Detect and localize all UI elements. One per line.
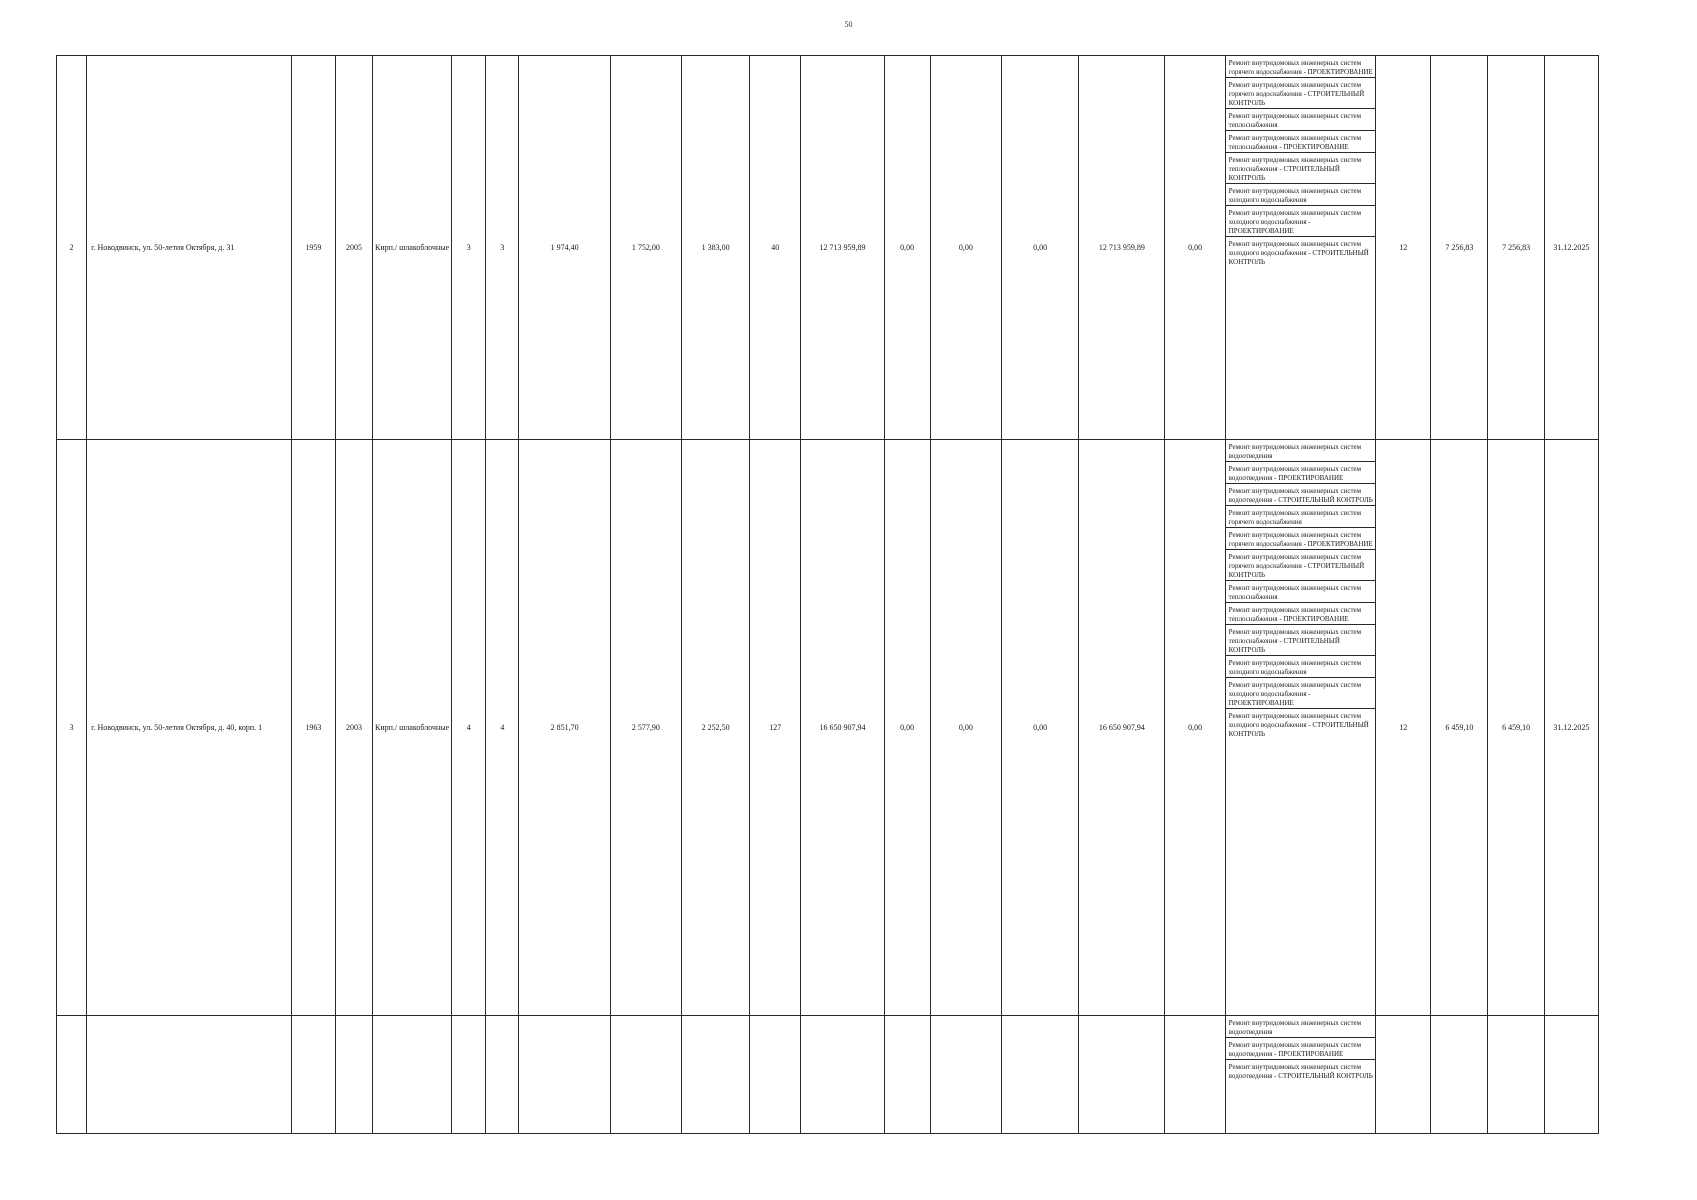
table-row <box>57 1016 1599 1134</box>
work-item: Ремонт внутридомовых инженерных систем горячего водоснабжения - ПРОЕКТИРОВАНИЕ <box>1226 56 1375 78</box>
cost-total: 12 713 959,89 <box>801 56 884 440</box>
work-count: 12 <box>1376 440 1431 1016</box>
area-residential <box>681 1016 749 1134</box>
work-item: Ремонт внутридомовых инженерных систем холодного водоснабжения - СТРОИТЕЛЬНЫЙ КОНТРОЛЬ <box>1228 240 1369 266</box>
work-item: Ремонт внутридомовых инженерных систем холодного водоснабжения <box>1226 184 1375 206</box>
year-built: 1963 <box>291 440 335 1016</box>
work-item: Ремонт внутридомовых инженерных систем теплоснабжения <box>1226 581 1375 603</box>
cost-local: 0,00 <box>1001 440 1078 1016</box>
table-row <box>57 440 1599 1016</box>
cost-local: 0,00 <box>1001 56 1078 440</box>
unit-cost-limit <box>1488 1016 1544 1134</box>
work-item: Ремонт внутридомовых инженерных систем горячего водоснабжения <box>1226 506 1375 528</box>
residents <box>750 1016 801 1134</box>
area-premises: 2 577,90 <box>610 440 681 1016</box>
total-area: 2 851,70 <box>519 440 610 1016</box>
cost-owners: 16 650 907,94 <box>1079 440 1165 1016</box>
work-item: Ремонт внутридомовых инженерных систем холодного водоснабжения <box>1226 656 1375 678</box>
work-item: Ремонт внутридомовых инженерных систем горячего водоснабжения - СТРОИТЕЛЬНЫЙ КОНТРОЛЬ <box>1226 550 1375 581</box>
cost-fund <box>884 1016 930 1134</box>
wall-material: Кирп./ шлакоблочные <box>373 440 452 1016</box>
entrances <box>486 1016 519 1134</box>
address: г. Новодвинск, ул. 50-летия Октября, д. 40, корп. 1 <box>87 440 292 1016</box>
table-row <box>57 56 1599 440</box>
entrances: 3 <box>486 56 519 440</box>
floors <box>452 1016 486 1134</box>
work-item: Ремонт внутридомовых инженерных систем водоотведения - СТРОИТЕЛЬНЫЙ КОНТРОЛЬ <box>1228 1063 1373 1080</box>
work-item: Ремонт внутридомовых инженерных систем теплоснабжения - СТРОИТЕЛЬНЫЙ КОНТРОЛЬ <box>1226 625 1375 656</box>
work-item: Ремонт внутридомовых инженерных систем холодного водоснабжения - СТРОИТЕЛЬНЫЙ КОНТРОЛЬ <box>1228 712 1369 738</box>
cost-total: 16 650 907,94 <box>801 440 884 1016</box>
cost-other <box>1165 1016 1225 1134</box>
total-area <box>519 1016 610 1134</box>
work-count <box>1376 1016 1431 1134</box>
area-residential: 1 383,00 <box>681 56 749 440</box>
floors: 4 <box>452 440 486 1016</box>
work-item: Ремонт внутридомовых инженерных систем теплоснабжения - ПРОЕКТИРОВАНИЕ <box>1226 131 1375 153</box>
page-number: 50 <box>844 20 853 29</box>
work-item: Ремонт внутридомовых инженерных систем водоотведения - СТРОИТЕЛЬНЫЙ КОНТРОЛЬ <box>1226 484 1375 506</box>
row-number: 2 <box>57 56 87 440</box>
year-overhaul <box>335 1016 372 1134</box>
work-item: Ремонт внутридомовых инженерных систем горячего водоснабжения - СТРОИТЕЛЬНЫЙ КОНТРОЛЬ <box>1226 78 1375 109</box>
work-item: Ремонт внутридомовых инженерных систем водоотведения <box>1226 1016 1375 1038</box>
work-item: Ремонт внутридомовых инженерных систем теплоснабжения - ПРОЕКТИРОВАНИЕ <box>1226 603 1375 625</box>
overhaul-table <box>56 55 1599 1134</box>
row-number <box>57 1016 87 1134</box>
unit-cost-limit: 6 459,10 <box>1488 440 1544 1016</box>
works-list <box>1226 1016 1375 1081</box>
work-item: Ремонт внутридомовых инженерных систем теплоснабжения - СТРОИТЕЛЬНЫЙ КОНТРОЛЬ <box>1226 153 1375 184</box>
year-built <box>291 1016 335 1134</box>
cost-other: 0,00 <box>1165 440 1225 1016</box>
cost-regional: 0,00 <box>930 440 1001 1016</box>
wall-material: Кирп./ шлакоблочные <box>373 56 452 440</box>
deadline: 31.12.2025 <box>1544 440 1598 1016</box>
work-item: Ремонт внутридомовых инженерных систем холодного водоснабжения - ПРОЕКТИРОВАНИЕ <box>1226 678 1375 709</box>
area-residential: 2 252,50 <box>681 440 749 1016</box>
year-built: 1959 <box>291 56 335 440</box>
work-count: 12 <box>1376 56 1431 440</box>
cost-regional <box>930 1016 1001 1134</box>
deadline <box>1544 1016 1598 1134</box>
cost-local <box>1001 1016 1078 1134</box>
work-item: Ремонт внутридомовых инженерных систем водоотведения <box>1226 440 1375 462</box>
unit-cost: 7 256,83 <box>1431 56 1488 440</box>
area-premises: 1 752,00 <box>610 56 681 440</box>
cost-owners: 12 713 959,89 <box>1079 56 1165 440</box>
work-item: Ремонт внутридомовых инженерных систем водоотведения - ПРОЕКТИРОВАНИЕ <box>1226 1038 1375 1060</box>
unit-cost <box>1431 1016 1488 1134</box>
unit-cost: 6 459,10 <box>1431 440 1488 1016</box>
total-area: 1 974,40 <box>519 56 610 440</box>
row-number: 3 <box>57 440 87 1016</box>
entrances: 4 <box>486 440 519 1016</box>
residents: 127 <box>750 440 801 1016</box>
wall-material <box>373 1016 452 1134</box>
address: г. Новодвинск, ул. 50-летия Октября, д. 31 <box>87 56 292 440</box>
year-overhaul: 2005 <box>335 56 372 440</box>
deadline: 31.12.2025 <box>1544 56 1598 440</box>
works-cell <box>1225 440 1375 1016</box>
floors: 3 <box>452 56 486 440</box>
area-premises <box>610 1016 681 1134</box>
cost-fund: 0,00 <box>884 440 930 1016</box>
work-item: Ремонт внутридомовых инженерных систем холодного водоснабжения - ПРОЕКТИРОВАНИЕ <box>1226 206 1375 237</box>
works-list <box>1226 440 1375 739</box>
works-cell <box>1225 56 1375 440</box>
works-list <box>1226 56 1375 267</box>
work-item: Ремонт внутридомовых инженерных систем теплоснабжения <box>1226 109 1375 131</box>
works-cell <box>1225 1016 1375 1134</box>
cost-regional: 0,00 <box>930 56 1001 440</box>
cost-owners <box>1079 1016 1165 1134</box>
year-overhaul: 2003 <box>335 440 372 1016</box>
unit-cost-limit: 7 256,83 <box>1488 56 1544 440</box>
residents: 40 <box>750 56 801 440</box>
work-item: Ремонт внутридомовых инженерных систем горячего водоснабжения - ПРОЕКТИРОВАНИЕ <box>1226 528 1375 550</box>
address <box>87 1016 292 1134</box>
cost-total <box>801 1016 884 1134</box>
work-item: Ремонт внутридомовых инженерных систем водоотведения - ПРОЕКТИРОВАНИЕ <box>1226 462 1375 484</box>
cost-fund: 0,00 <box>884 56 930 440</box>
cost-other: 0,00 <box>1165 56 1225 440</box>
